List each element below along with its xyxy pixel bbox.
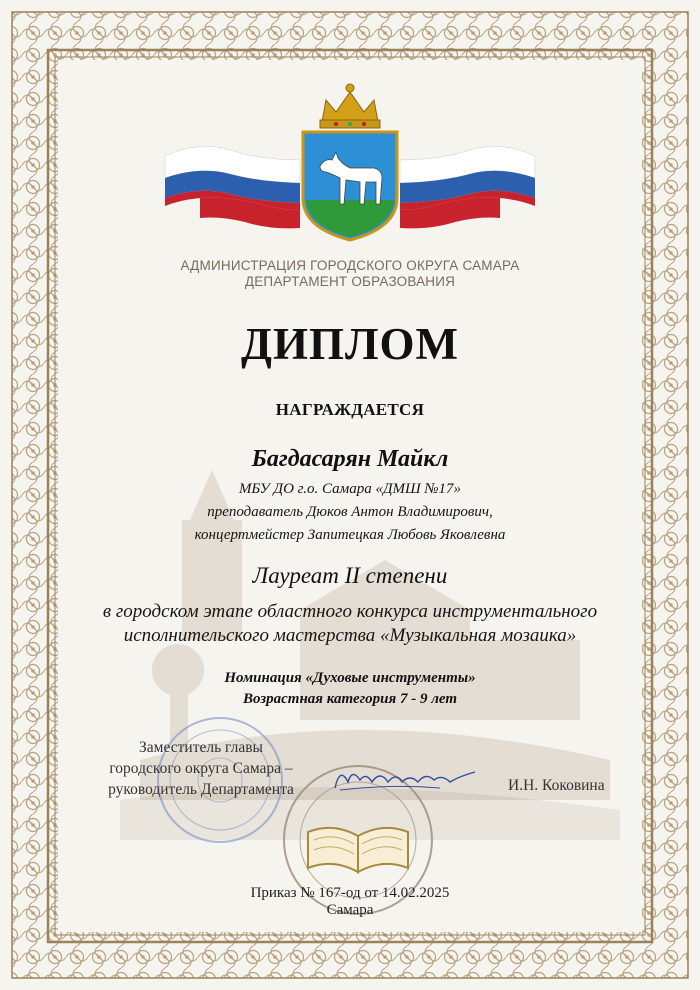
crown-icon — [320, 84, 380, 128]
awarded-label: НАГРАЖДАЕТСЯ — [275, 400, 425, 419]
contest-line-1: в городском этапе областного конкурса инструментального — [102, 601, 598, 622]
open-book-icon — [308, 828, 408, 872]
handwritten-signature — [330, 758, 480, 798]
award-level: Лауреат II степени — [252, 563, 448, 588]
issuer-header — [0, 258, 700, 290]
contest-line-2: исполнительского мастерства «Музыкальная мозаика» — [123, 625, 577, 646]
order-city: Самара — [326, 902, 374, 918]
school-line: МБУ ДО г.о. Самара «ДМШ №17» — [238, 481, 462, 497]
right-flag-ribbon — [400, 146, 535, 228]
order-block — [0, 885, 700, 919]
left-flag-ribbon — [165, 146, 300, 228]
nomination-block — [0, 668, 700, 710]
age-category-line: Возрастная категория 7 - 9 лет — [242, 691, 458, 707]
signatory-title — [76, 737, 326, 800]
diploma-title: ДИПЛОМ — [241, 319, 459, 369]
nomination-line: Номинация «Духовые инструменты» — [224, 670, 476, 686]
shield-icon — [303, 132, 397, 240]
accompanist-line: концертмейстер Запитецкая Любовь Яковлевна — [194, 527, 506, 543]
signatory-title-line-1: Заместитель главы — [139, 739, 263, 756]
recipient-name: Багдасарян Майкл — [251, 446, 449, 472]
contest-description — [0, 600, 700, 648]
order-number: Приказ № 167-од от 14.02.2025 — [250, 885, 450, 901]
issuer-line-1: АДМИНИСТРАЦИЯ ГОРОДСКОГО ОКРУГА САМАРА — [180, 258, 520, 273]
coat-of-arms — [160, 78, 540, 248]
issuer-line-2: ДЕПАРТАМЕНТ ОБРАЗОВАНИЯ — [244, 274, 456, 289]
teacher-line: преподаватель Дюков Антон Владимирович, — [207, 504, 493, 520]
signatory-title-line-2: городского округа Самара – — [109, 760, 293, 777]
signatory-name: И.Н. Коковина — [508, 777, 605, 794]
signatory-title-line-3: руководитель Департамента — [108, 781, 294, 798]
recipient-details — [0, 478, 700, 547]
